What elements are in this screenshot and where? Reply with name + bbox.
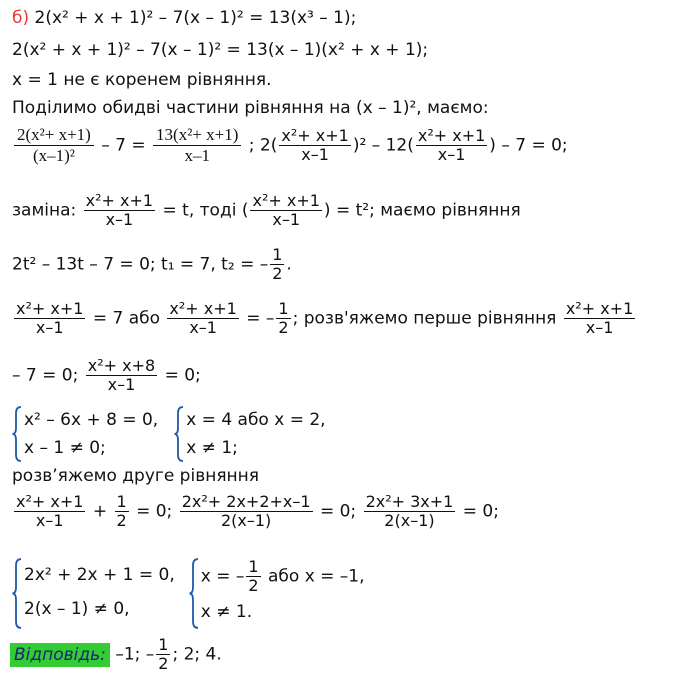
fraction: $\frac{1}{2}$ [272, 245, 283, 283]
system-line: 2(x – 1) ≠ 0, [24, 599, 130, 619]
fraction: $\frac{\text{x²+ x+1}}{x-1}$ [16, 299, 84, 337]
fraction: $\frac{\text{x²+ x+1}}{x-1}$ [417, 126, 486, 164]
back-substitution-row: $\frac{\text{x²+ x+1}}{x-1}$ = 7 або $\frac{\text{x²+ x+1}}{x-1}$ = – $\frac{1}{2}$ ; розв'яжемо перше рівняння $\frac{\text{x²+ x+1}}{x-1}$ [16, 299, 634, 337]
system-first [12, 406, 326, 462]
step-divide: Поділимо обидві частини рівняння на (x – 1)², маємо: [12, 98, 489, 118]
problem-marker: б) [12, 8, 30, 28]
fraction: $\frac{\text{2x²+ 2x+2+x–1}}{2(x-1)}$ [181, 492, 311, 530]
fraction: $\frac{\text{13(x²+ x+1)}}{x-1}$ [153, 125, 241, 166]
step-root-check: x = 1 не є коренем рівняння. [12, 70, 272, 90]
quadratic-t-row: 2t² – 13t – 7 = 0; t₁ = 7, t₂ = – $\frac{1}{2}$ . [12, 245, 292, 283]
first-equation-row: – 7 = 0; $\frac{\text{x²+ x+8}}{x-1}$ = 0; [12, 356, 201, 394]
answer-label: Відповідь: [10, 643, 110, 667]
fraction: $\frac{1}{2}$ [158, 635, 169, 673]
left-brace-icon [174, 406, 184, 462]
system-line: x = – $\frac{1}{2}$ або x = –1, [200, 557, 365, 595]
system-line: x ≠ 1. [200, 602, 253, 622]
fraction: $\frac{\text{x²+ x+1}}{x-1}$ [85, 191, 154, 229]
fraction: $\frac{1}{2}$ [278, 299, 289, 337]
system-line: x² – 6x + 8 = 0, [24, 410, 159, 430]
step-second-equation: розв’яжемо друге рівняння [12, 466, 260, 486]
fraction: $\frac{1}{2}$ [116, 492, 127, 530]
system-line: x = 4 або x = 2, [186, 410, 326, 430]
system-line: x ≠ 1; [186, 438, 238, 458]
fraction: $\frac{\text{2(x²+ x+1)}}{\text{(x–1)²}}$ [14, 125, 94, 166]
step-factorized: 2(x² + x + 1)² – 7(x – 1)² = 13(x – 1)(x² + x + 1); [12, 40, 429, 60]
fraction: $\frac{\text{x²+ x+1}}{x-1}$ [281, 126, 349, 164]
system-second [12, 558, 365, 629]
fraction: $\frac{\text{x²+ x+1}}{x-1}$ [16, 492, 84, 530]
substitution-row: заміна: $\frac{\text{x²+ x+1}}{x-1}$ = t, тоді ( $\frac{\text{x²+ x+1}}{x-1}$ ) = t²; маємо рівняння [12, 191, 521, 229]
left-brace-icon [189, 558, 199, 629]
fraction: $\frac{\text{x²+ x+8}}{x-1}$ [87, 356, 156, 394]
fraction: $\frac{\text{x²+ x+1}}{x-1}$ [252, 191, 320, 229]
fraction: $\frac{\text{x²+ x+1}}{x-1}$ [169, 299, 237, 337]
left-brace-icon [12, 558, 22, 629]
system-line: x – 1 ≠ 0; [24, 438, 106, 458]
fraction: $\frac{\text{2x²+ 3x+1}}{2(x-1)}$ [365, 492, 454, 530]
system-line: 2x² + 2x + 1 = 0, [24, 565, 175, 585]
divided-equation-row: $\frac{\text{2(x²+ x+1)}}{\text{(x–1)²}}$ – 7 = $\frac{\text{13(x²+ x+1)}}{x-1}$ ; 2( $\frac{\text{x²+ x+1}}{x-1}$ )² – 12( $\frac{\text{x²+ x+1}}{x-1}$ ) – 7 = 0; [12, 125, 568, 166]
answer-row: Відповідь: –1; – $\frac{1}{2}$ ; 2; 4. [10, 636, 222, 673]
fraction: $\frac{\text{x²+ x+1}}{x-1}$ [565, 299, 634, 337]
problem-line [12, 8, 356, 28]
problem-equation: 2(x² + x + 1)² – 7(x – 1)² = 13(x³ – 1); [34, 8, 357, 28]
fraction: $\frac{1}{2}$ [248, 557, 259, 595]
left-brace-icon [12, 406, 22, 462]
second-equation-row: $\frac{\text{x²+ x+1}}{x-1}$ + $\frac{1}{2}$ = 0; $\frac{\text{2x²+ 2x+2+x–1}}{2(x-1)}$ = 0; $\frac{\text{2x²+ 3x+1}}{2(x-1)}$ = 0; [16, 492, 499, 530]
